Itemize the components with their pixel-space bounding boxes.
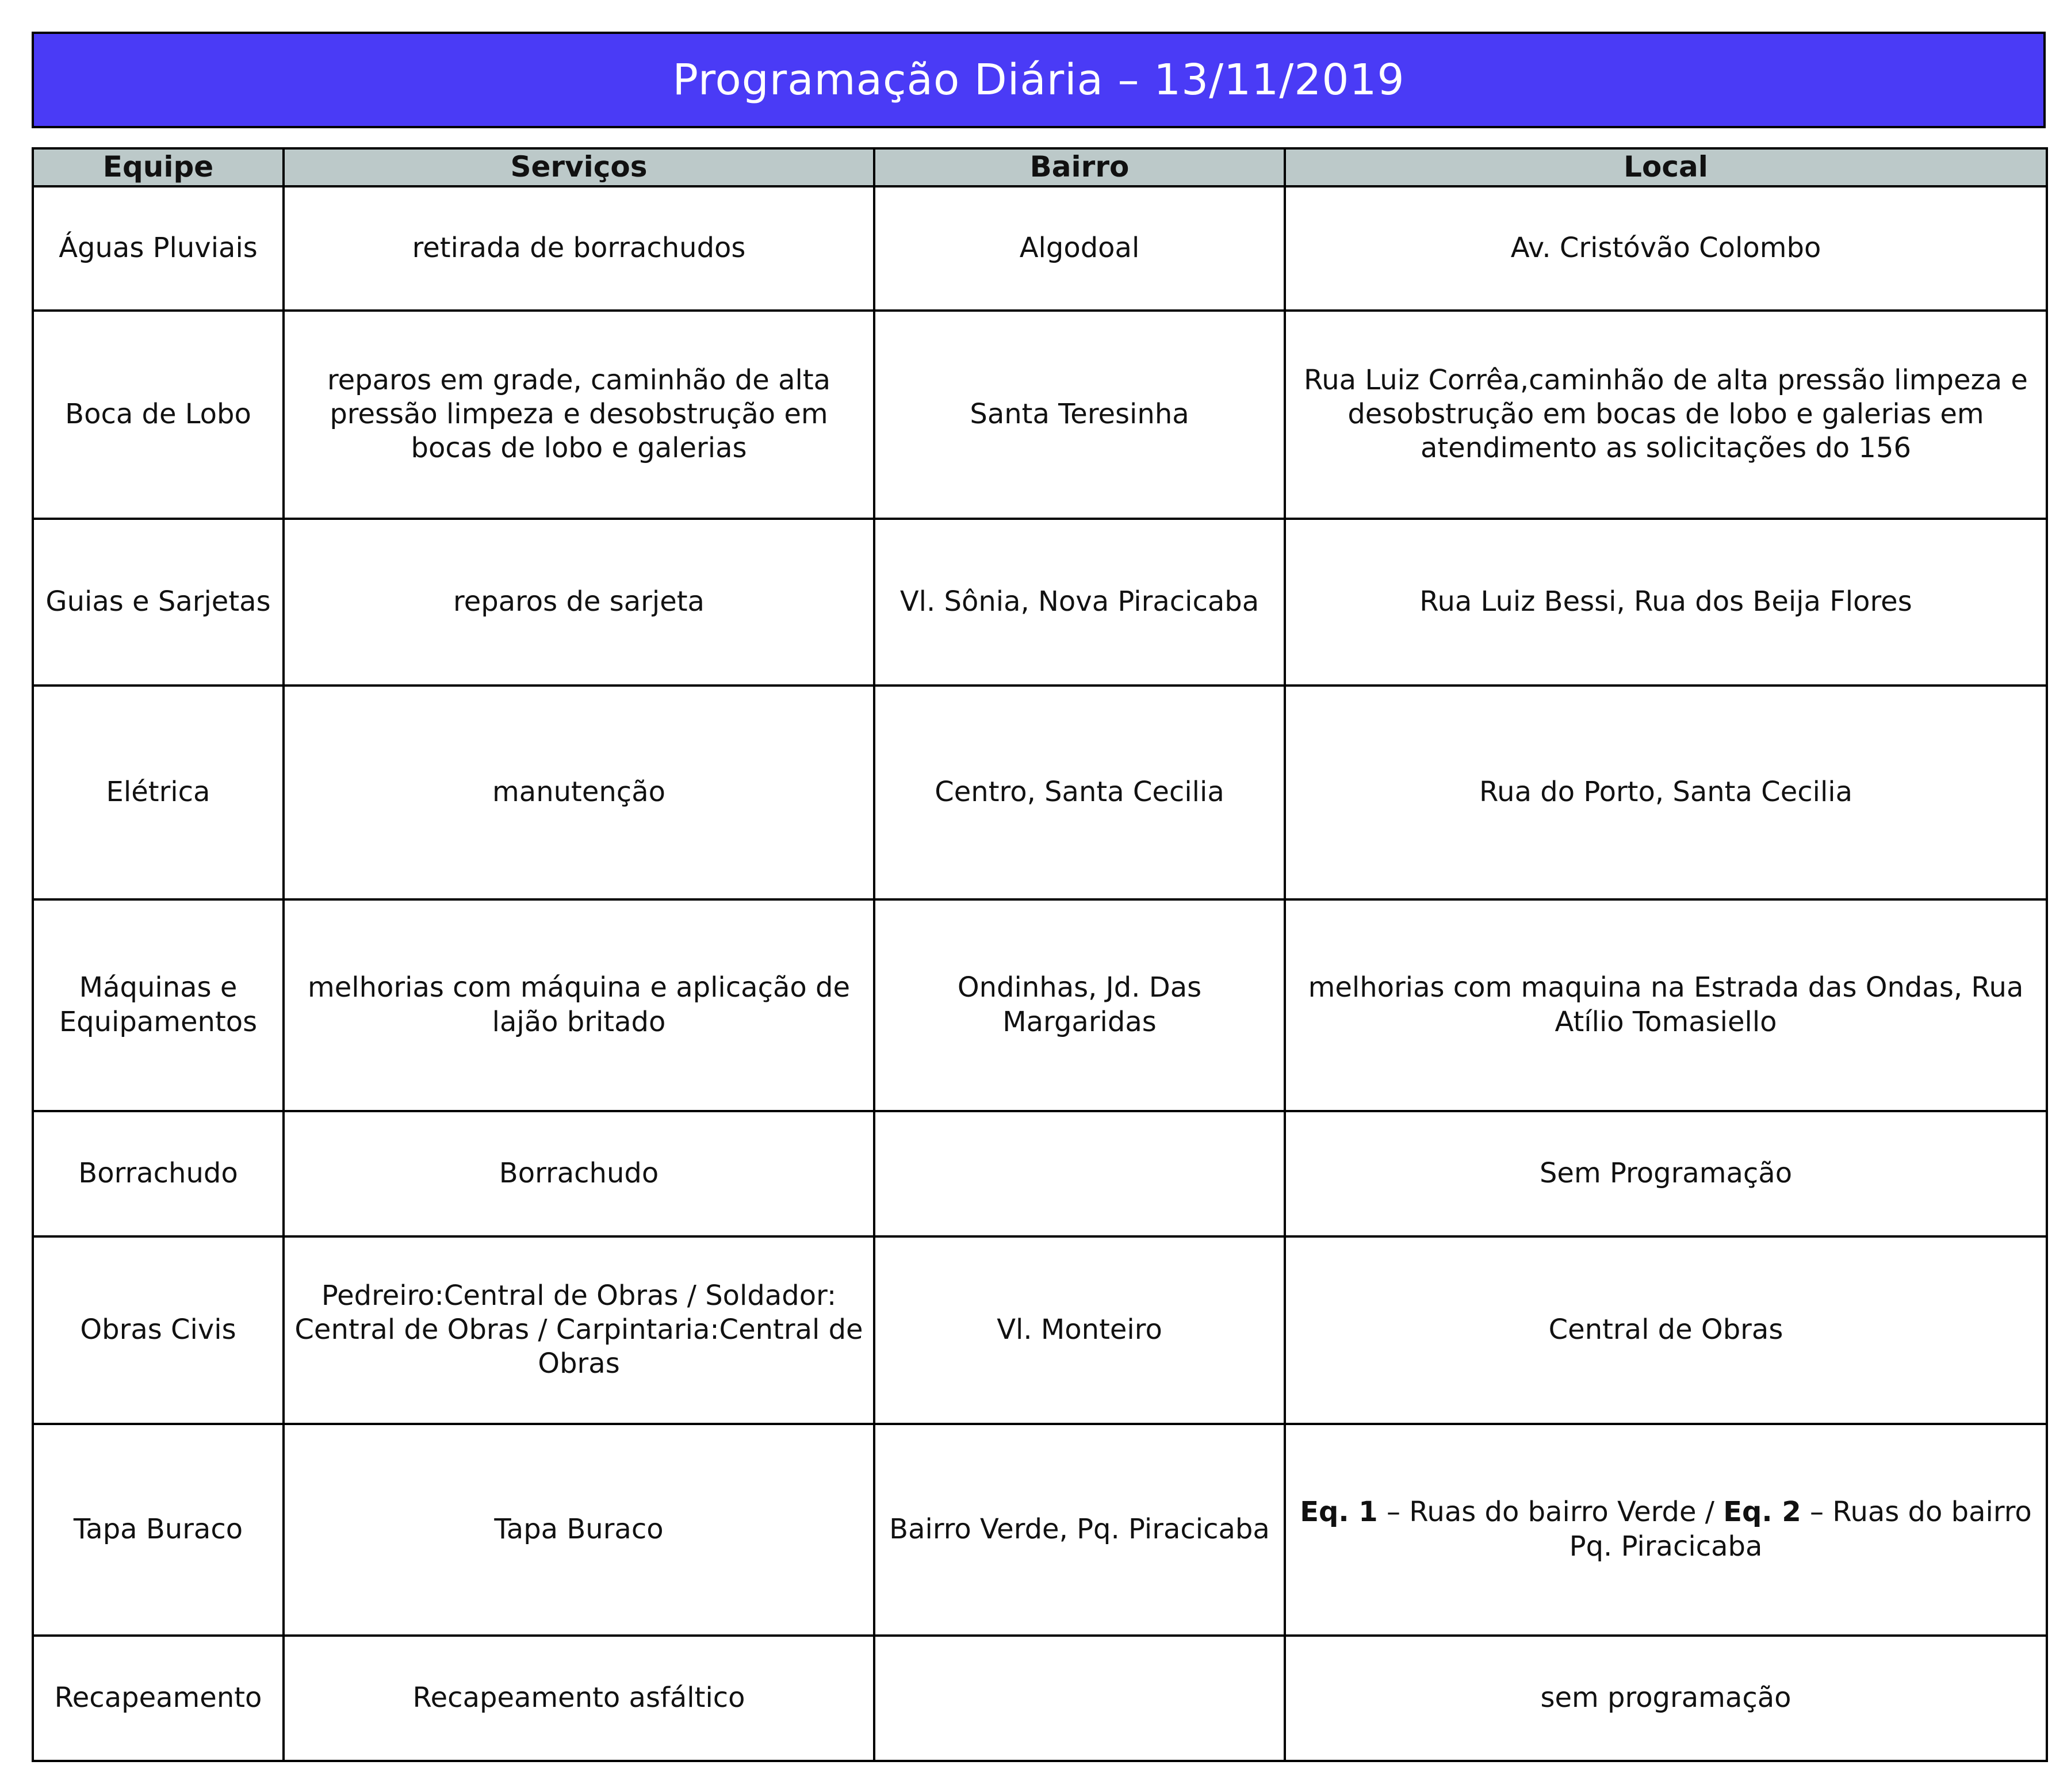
cell-local: Rua Luiz Corrêa,caminhão de alta pressão limpeza e desobstrução em bocas de lobo e galerias em atendimento as solicitações do 156 bbox=[1285, 311, 2047, 519]
cell-local: melhorias com maquina na Estrada das Ondas, Rua Atílio Tomasiello bbox=[1285, 899, 2047, 1111]
cell-local: Sem Programação bbox=[1285, 1111, 2047, 1236]
eq2-text: – Ruas do bairro Pq. Piracicaba bbox=[1569, 1496, 2032, 1563]
cell-servicos: retirada de borrachudos bbox=[284, 186, 874, 311]
page-title: Programação Diária – 13/11/2019 bbox=[672, 55, 1405, 105]
cell-servicos: Pedreiro:Central de Obras / Soldador: Central de Obras / Carpintaria:Central de Obras bbox=[284, 1236, 874, 1424]
cell-bairro: Centro, Santa Cecilia bbox=[874, 686, 1285, 899]
table-row bbox=[33, 1636, 2047, 1761]
cell-equipe: Elétrica bbox=[33, 686, 284, 899]
cell-local: Central de Obras bbox=[1285, 1236, 2047, 1424]
cell-local bbox=[1285, 1424, 2047, 1636]
cell-servicos: reparos em grade, caminhão de alta pressão limpeza e desobstrução em bocas de lobo e galerias bbox=[284, 311, 874, 519]
header-bairro: Bairro bbox=[874, 148, 1285, 186]
table-row bbox=[33, 519, 2047, 686]
header-row bbox=[33, 148, 2047, 186]
cell-equipe: Águas Pluviais bbox=[33, 186, 284, 311]
table-row bbox=[33, 899, 2047, 1111]
cell-equipe: Máquinas e Equipamentos bbox=[33, 899, 284, 1111]
cell-local: Av. Cristóvão Colombo bbox=[1285, 186, 2047, 311]
table-row bbox=[33, 1236, 2047, 1424]
table-row bbox=[33, 1111, 2047, 1236]
cell-equipe: Tapa Buraco bbox=[33, 1424, 284, 1636]
cell-bairro bbox=[874, 1636, 1285, 1761]
cell-bairro: Santa Teresinha bbox=[874, 311, 1285, 519]
cell-bairro: Algodoal bbox=[874, 186, 1285, 311]
cell-bairro: Vl. Monteiro bbox=[874, 1236, 1285, 1424]
cell-servicos: Borrachudo bbox=[284, 1111, 874, 1236]
cell-equipe: Guias e Sarjetas bbox=[33, 519, 284, 686]
cell-bairro: Bairro Verde, Pq. Piracicaba bbox=[874, 1424, 1285, 1636]
cell-local: Rua do Porto, Santa Cecilia bbox=[1285, 686, 2047, 899]
cell-bairro: Ondinhas, Jd. Das Margaridas bbox=[874, 899, 1285, 1111]
header-equipe: Equipe bbox=[33, 148, 284, 186]
cell-servicos: reparos de sarjeta bbox=[284, 519, 874, 686]
title-bar bbox=[32, 32, 2046, 128]
eq1-label: Eq. 1 bbox=[1300, 1496, 1378, 1529]
cell-bairro bbox=[874, 1111, 1285, 1236]
cell-local: Rua Luiz Bessi, Rua dos Beija Flores bbox=[1285, 519, 2047, 686]
table-row bbox=[33, 186, 2047, 311]
header-local: Local bbox=[1285, 148, 2047, 186]
cell-equipe: Obras Civis bbox=[33, 1236, 284, 1424]
cell-bairro: Vl. Sônia, Nova Piracicaba bbox=[874, 519, 1285, 686]
eq2-label: Eq. 2 bbox=[1723, 1496, 1801, 1529]
cell-servicos: Recapeamento asfáltico bbox=[284, 1636, 874, 1761]
cell-local: sem programação bbox=[1285, 1636, 2047, 1761]
cell-servicos: Tapa Buraco bbox=[284, 1424, 874, 1636]
eq1-text: – Ruas do bairro Verde / bbox=[1377, 1496, 1724, 1529]
cell-equipe: Borrachudo bbox=[33, 1111, 284, 1236]
table-row bbox=[33, 686, 2047, 899]
cell-equipe: Boca de Lobo bbox=[33, 311, 284, 519]
cell-servicos: manutenção bbox=[284, 686, 874, 899]
cell-equipe: Recapeamento bbox=[33, 1636, 284, 1761]
schedule-table bbox=[32, 147, 2048, 1762]
table-row bbox=[33, 1424, 2047, 1636]
table-row bbox=[33, 311, 2047, 519]
header-servicos: Serviços bbox=[284, 148, 874, 186]
cell-servicos: melhorias com máquina e aplicação de lajão britado bbox=[284, 899, 874, 1111]
